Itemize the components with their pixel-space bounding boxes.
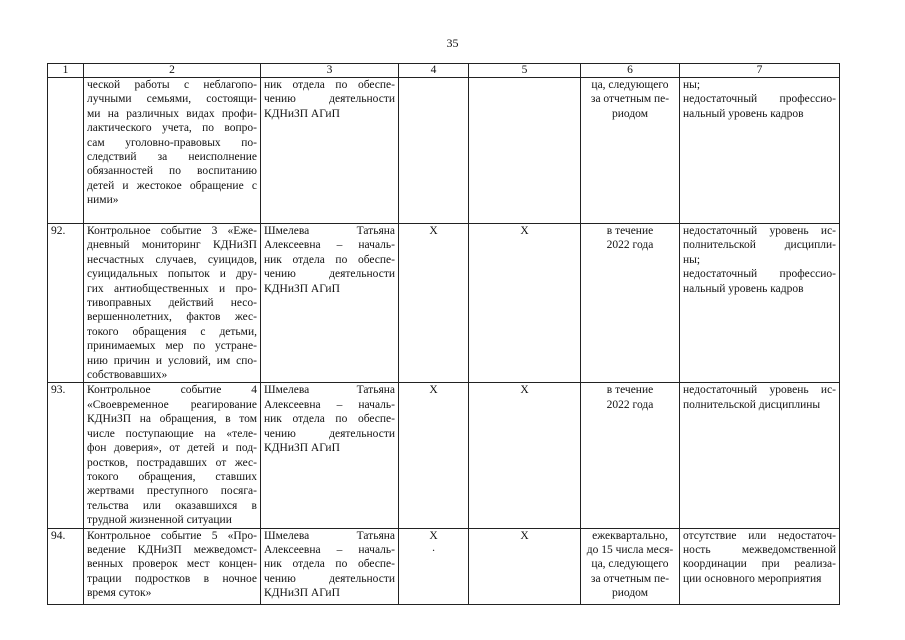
cell-text-line: ца, следующего	[591, 558, 669, 571]
cell-text-line: трации подростков в ночное	[87, 572, 257, 585]
column-5-cell	[469, 78, 581, 224]
risks-cell	[680, 224, 840, 383]
cell-text-line: 2022 года	[606, 239, 654, 252]
cell-text-line: числе поступающие на «теле-	[87, 427, 257, 440]
cell-text-line: Шмелева Татьяна	[264, 225, 395, 237]
cell-text-line: Контрольное событие 5 «Про-	[87, 529, 257, 542]
cell-text-line: ции основного мероприятия	[683, 572, 822, 585]
cell-text-line: тивоправных действий несо-	[87, 297, 257, 310]
cell-text-line: дневный мониторинг КДНиЗП	[87, 239, 257, 252]
column-4-cell	[399, 224, 469, 383]
cell-text-line: ведение КДНиЗП межведомст-	[87, 543, 257, 556]
cell-text-line: ца, следующего	[591, 79, 669, 91]
cell-text-line: нальный уровень кадров	[683, 282, 804, 295]
column-number: 3	[261, 64, 399, 78]
cell-text-line: ны;	[683, 253, 701, 266]
column-5-cell: Х	[469, 383, 581, 528]
cell-text-line: детей и жестокое обращение с	[87, 179, 257, 192]
responsible-cell	[261, 224, 399, 383]
cell-text-line: за отчетным пе-	[590, 572, 670, 585]
table-row	[48, 224, 840, 383]
cell-text-line: чению деятельности	[264, 93, 395, 106]
cell-text-line: венных проверок мест концен-	[87, 558, 257, 571]
x-mark: Х	[429, 529, 438, 542]
cell-text-line: ность межведомственной	[683, 543, 836, 556]
column-number: 7	[680, 64, 840, 78]
responsible-cell	[261, 78, 399, 224]
cell-text-line: лактического учета, по вопро-	[87, 122, 257, 135]
cell-text-line: КДНиЗП АГиП	[264, 107, 340, 120]
cell-text-line: фон доверия», от детей и под-	[87, 442, 257, 455]
cell-text-line: чению деятельности	[264, 427, 395, 440]
cell-text-line: ежеквартально,	[592, 529, 668, 542]
responsible-cell	[261, 528, 399, 604]
cell-text-line: в течение	[606, 225, 654, 237]
cell-text-line: КДНиЗП АГиП	[264, 587, 340, 600]
column-number: 4	[399, 64, 469, 78]
row-number-cell: 93.	[48, 383, 84, 528]
table-row	[48, 528, 840, 604]
cell-text-line: следствий за неисполнение	[87, 151, 257, 164]
cell-text-line: жертвами преступного посяга-	[87, 485, 257, 498]
risks-cell	[680, 528, 840, 604]
event-cell	[84, 383, 261, 528]
column-number-row	[48, 64, 840, 78]
column-4-cell	[399, 528, 469, 604]
cell-text-line: КДНиЗП на обращения, в том	[87, 413, 257, 426]
cell-text-line: Контрольное событие 3 «Еже-	[87, 225, 257, 237]
cell-text-line: до 15 числа меся-	[586, 543, 674, 556]
cell-text-line: риодом	[612, 587, 648, 600]
cell-text-line: вершеннолетних, фактов жес-	[87, 311, 257, 324]
deadline-cell	[581, 528, 680, 604]
cell-text-line: несчастных случаев, суицидов,	[87, 253, 257, 266]
cell-text-line: риодом	[612, 107, 648, 120]
cell-text-line: КДНиЗП АГиП	[264, 282, 340, 295]
cell-text-line: ростков, пострадавших от жес-	[87, 456, 257, 469]
row-number-cell: 94.	[48, 528, 84, 604]
cell-text-line: Алексеевна – началь-	[264, 543, 395, 556]
cell-text-line: Шмелева Татьяна	[264, 529, 395, 542]
cell-text-line: КДНиЗП АГиП	[264, 442, 340, 455]
column-number: 5	[469, 64, 581, 78]
cell-text-line: токого обращения с детьми,	[87, 325, 257, 338]
event-cell	[84, 224, 261, 383]
cell-text-line: нальный уровень кадров	[683, 107, 804, 120]
cell-text-line: недостаточный уровень ис-	[683, 225, 836, 237]
cell-text-line: Алексеевна – началь-	[264, 398, 395, 411]
column-5-cell: Х	[469, 224, 581, 383]
cell-text-line: ними»	[87, 194, 119, 207]
cell-text-line: сам уголовно-правовых по-	[87, 136, 257, 149]
column-number: 6	[581, 64, 680, 78]
cell-text-line: ник отдела по обеспе-	[264, 253, 395, 266]
column-5-cell: Х	[469, 528, 581, 604]
cell-text-line: недостаточный профессио-	[683, 268, 836, 281]
cell-text-line: Шмелева Татьяна	[264, 384, 395, 397]
cell-text-line: за отчетным пе-	[590, 93, 670, 106]
cell-text-line: «Своевременное реагирование	[87, 398, 257, 411]
cell-text-line: тельства или оказавшихся в	[87, 499, 257, 512]
risks-cell	[680, 78, 840, 224]
event-cell	[84, 528, 261, 604]
cell-text-line: ческой работы с неблагопо-	[87, 79, 257, 91]
cell-text-line: ник отдела по обеспе-	[264, 558, 395, 571]
cell-text-line: обязанностей по воспитанию	[87, 165, 257, 178]
cell-text-line: недостаточный уровень ис-	[683, 384, 836, 397]
row-number-cell: 92.	[48, 224, 84, 383]
cell-text-line: токого обращения, ставших	[87, 470, 257, 483]
cell-text-line: нию причин и условий, им спо-	[87, 354, 257, 367]
column-4-cell	[399, 78, 469, 224]
cell-text-line: трудной жизненной ситуации	[87, 514, 232, 527]
column-number: 1	[48, 64, 84, 78]
cell-text-line: собствовавших»	[87, 369, 168, 382]
cell-text-line: ник отдела по обеспе-	[264, 79, 395, 91]
cell-text-line: полнительской дисциплины	[683, 398, 821, 411]
responsible-cell	[261, 383, 399, 528]
cell-text-line: Контрольное событие 4	[87, 384, 257, 397]
cell-text-line: принимаемых мер по устране-	[87, 340, 257, 353]
deadline-cell	[581, 78, 680, 224]
table-row	[48, 383, 840, 528]
cell-text-line: чению деятельности	[264, 268, 395, 281]
cell-text-line: ны;	[683, 79, 701, 91]
deadline-cell	[581, 224, 680, 383]
cell-text-line: полнительской дисципли-	[683, 239, 836, 252]
x-mark: Х	[429, 225, 438, 237]
cell-text-line: Алексеевна – началь-	[264, 239, 395, 252]
row-number-cell	[48, 78, 84, 224]
cell-text-line: гих антиобщественных и про-	[87, 282, 257, 295]
deadline-cell	[581, 383, 680, 528]
column-4-cell	[399, 383, 469, 528]
table-row	[48, 78, 840, 224]
cell-text-line: в течение	[606, 384, 654, 397]
x-mark: Х	[429, 384, 438, 397]
cell-text-line: суицидальных попыток и дру-	[87, 268, 257, 281]
page-number: 35	[446, 36, 459, 50]
cell-text-line: ник отдела по обеспе-	[264, 413, 395, 426]
cell-text-line: лучными семьями, состоящи-	[87, 93, 257, 106]
cell-text-line: время суток»	[87, 587, 152, 600]
risks-cell	[680, 383, 840, 528]
cell-text-line: 2022 года	[606, 398, 654, 411]
cell-text-line: чению деятельности	[264, 572, 395, 585]
stray-mark: .	[432, 541, 435, 554]
cell-text-line: координации при реализа-	[683, 558, 836, 571]
cell-text-line: недостаточный профессио-	[683, 93, 836, 106]
cell-text-line: отсутствие или недостаточ-	[683, 529, 836, 542]
cell-text-line: ми на различных видах профи-	[87, 107, 257, 120]
column-number: 2	[84, 64, 261, 78]
plan-table	[47, 63, 840, 605]
event-cell	[84, 78, 261, 224]
